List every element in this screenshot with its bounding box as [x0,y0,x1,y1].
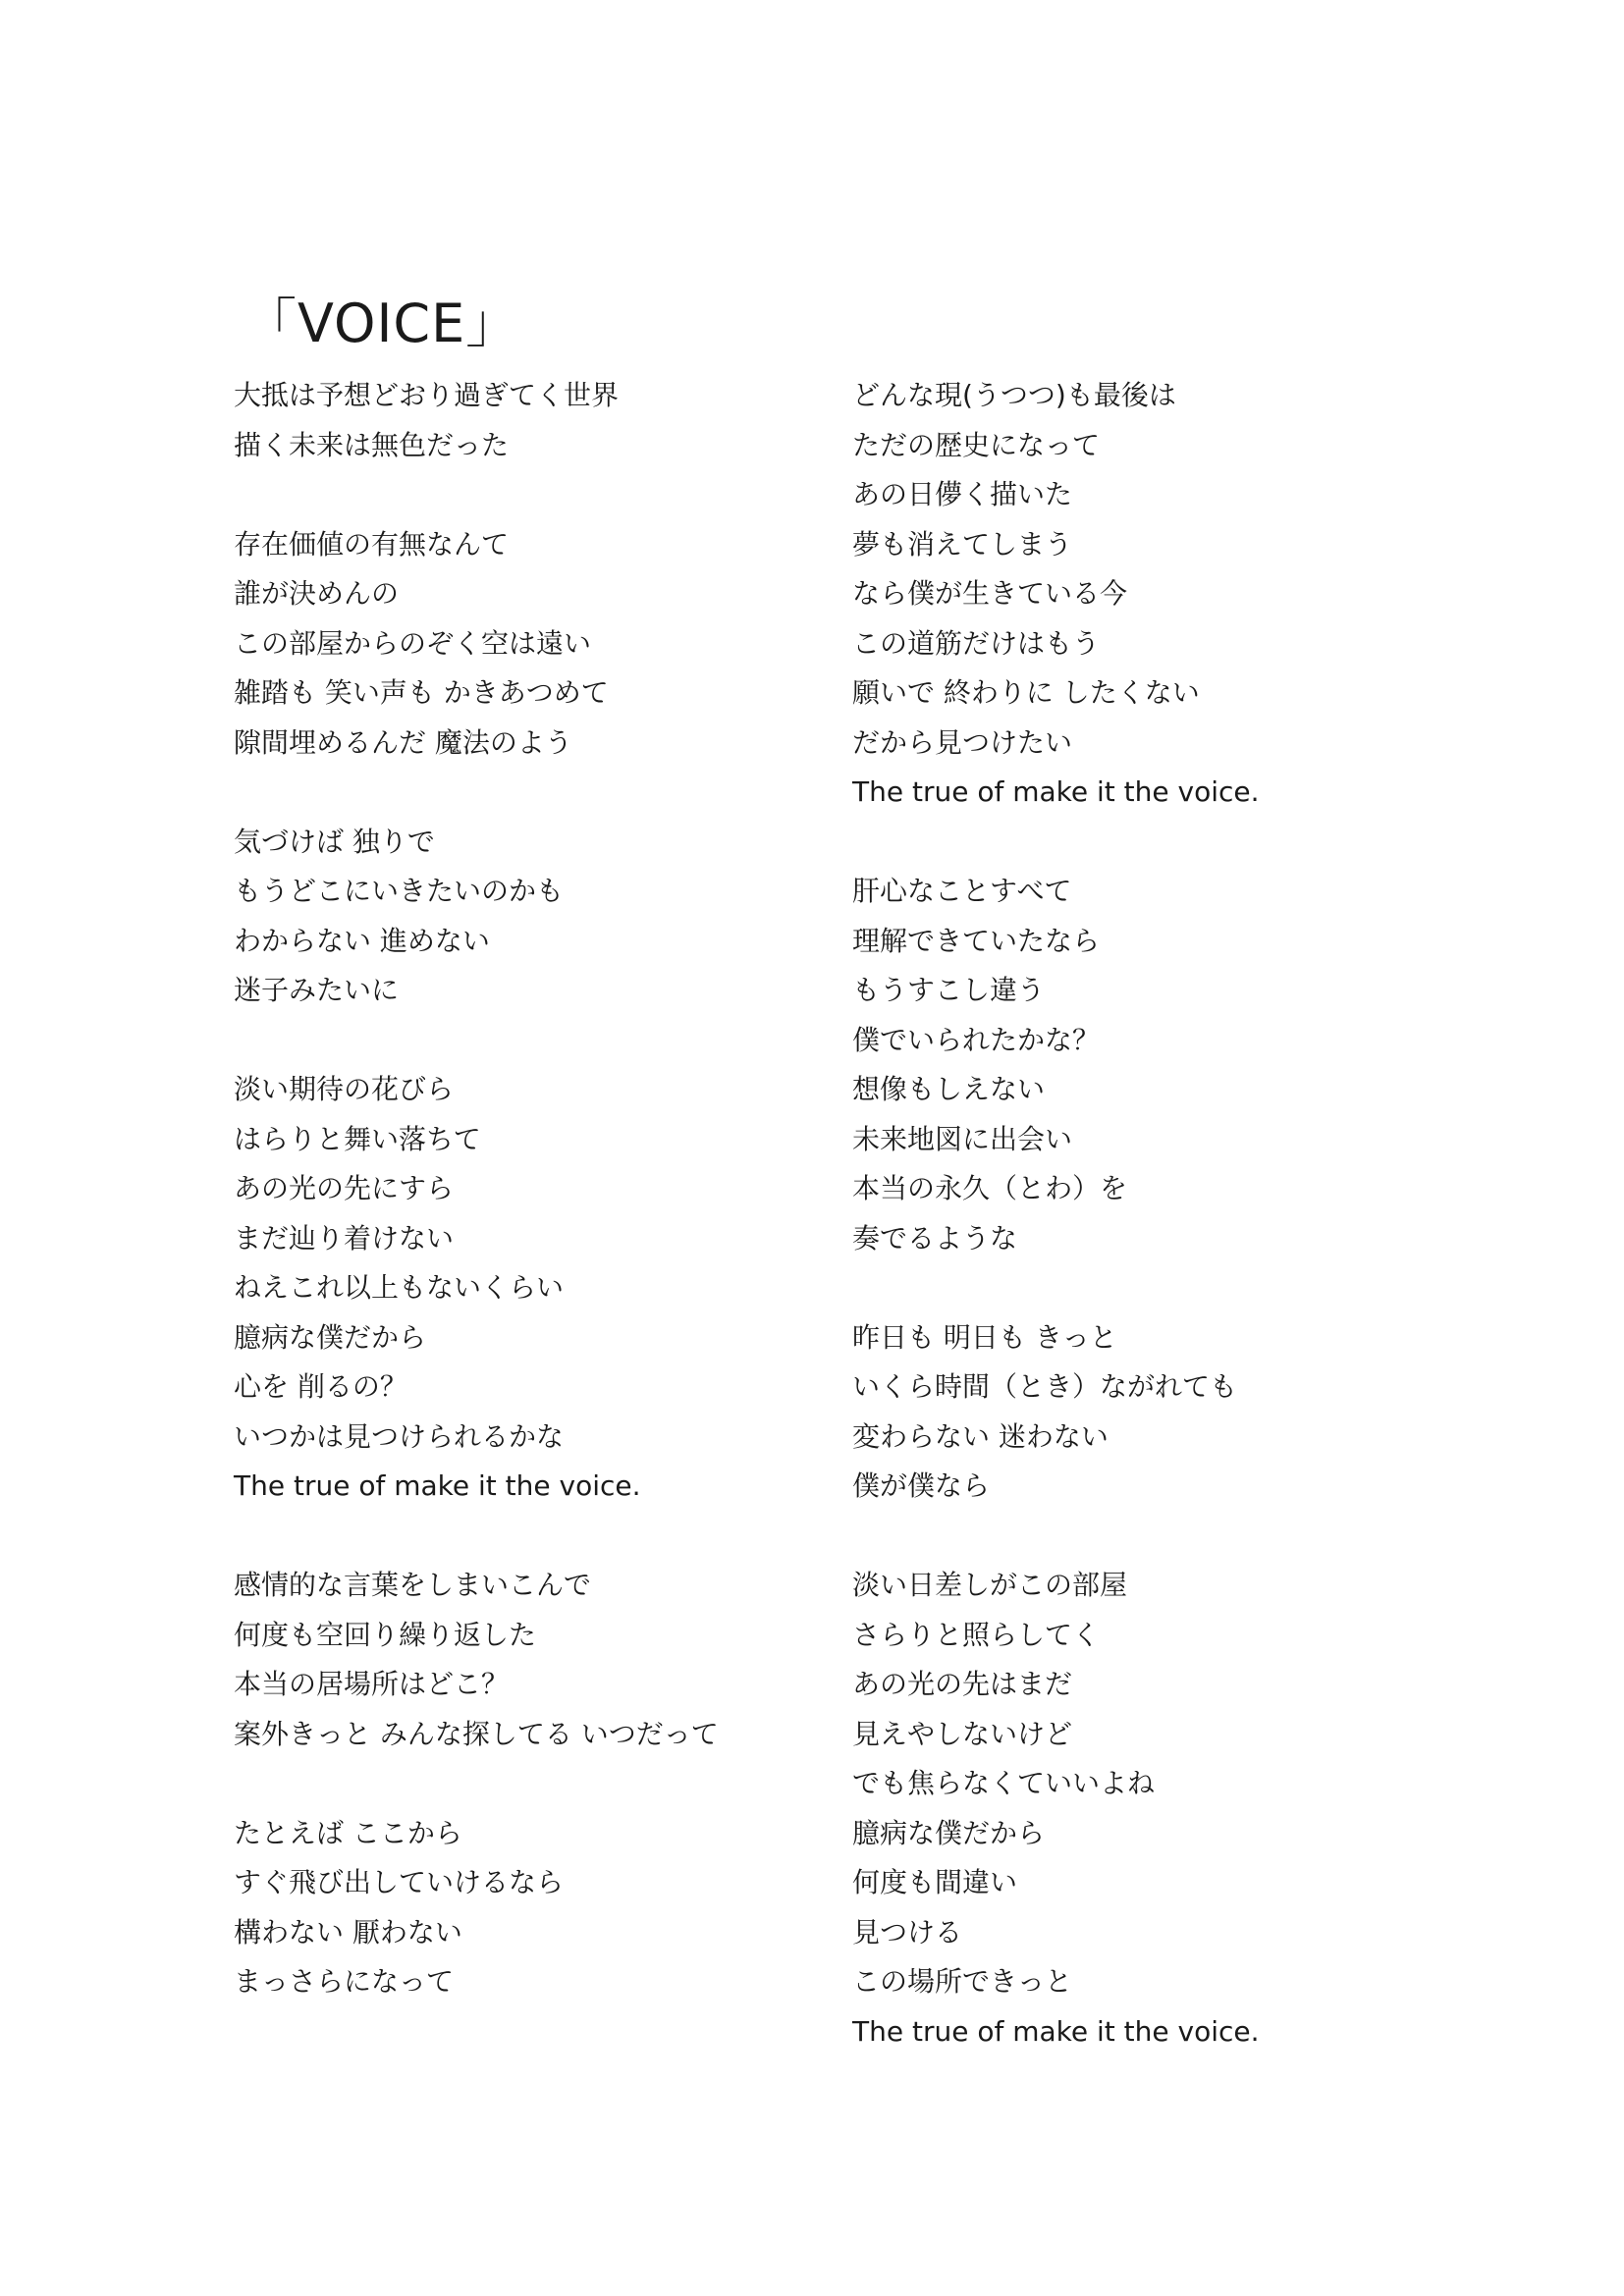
lyric-line: 本当の永久（とわ）を [852,1172,1128,1204]
lyrics-right-column [852,371,1260,2056]
lyric-line: 構わない 厭わない [234,1915,462,1949]
lyric-line: 願いで 終わりに したくない [852,676,1200,709]
lyric-line: この場所できっと [852,1965,1073,1998]
stanza-break [234,1016,719,1066]
lyric-line: 夢も消えてしまう [852,527,1073,561]
lyric-line: どんな現(うつつ)も最後は [852,379,1176,411]
lyric-line: すぐ飛び出していけるなら [234,1866,565,1898]
lyric-line: 見つける [852,1915,963,1949]
lyric-line: 臆病な僕だから [852,1816,1046,1849]
lyric-line: 見えやしないけど [852,1717,1073,1750]
lyric-line: The true of make it the voice. [234,1469,641,1502]
lyric-line: もうどこにいきたいのかも [234,875,565,907]
stanza-break [852,1512,1260,1562]
stanza-break [852,1263,1260,1313]
lyric-line: 心を 削るの？ [234,1370,407,1403]
lyric-line: あの光の先はまだ [852,1668,1073,1700]
lyric-line: まっさらになって [234,1965,455,1998]
stanza-break [852,818,1260,868]
lyric-line: 未来地図に出会い [852,1122,1073,1155]
lyric-line: 描く未来は無色だった [234,428,510,461]
lyrics-left-column [234,371,719,2007]
lyric-line: あの日儚く描いた [852,478,1073,510]
lyric-line: 感情的な言葉をしまいこんで [234,1569,592,1601]
lyric-line: ただの歴史になって [852,428,1101,461]
stanza-break [234,1512,719,1562]
lyric-line: 奏でるような [852,1221,1018,1255]
stanza-break [234,470,719,520]
lyric-line: The true of make it the voice. [852,2014,1260,2048]
lyric-line: いくら時間（とき）ながれても [852,1370,1238,1403]
lyric-line: 誰が決めんの [234,577,400,610]
lyric-line: 存在価値の有無なんて [234,527,510,561]
lyric-line: 本当の居場所はどこ？ [234,1668,510,1700]
lyric-line: はらりと舞い落ちて [234,1122,481,1155]
lyric-line: 何度も空回り繰り返した [234,1618,537,1651]
lyric-line: さらりと照らしてく [852,1618,1101,1651]
lyric-line: 僕が僕なら [852,1469,991,1502]
lyric-line: 淡い期待の花びら [234,1073,455,1105]
lyric-line: 昨日も 明日も きっと [852,1320,1117,1354]
lyric-line: 理解できていたなら [852,924,1101,957]
lyric-line: 隙間埋めるんだ 魔法のよう [234,725,572,759]
lyric-line: 想像もしえない [852,1073,1046,1105]
lyric-line: この道筋だけはもう [852,626,1101,660]
lyric-line: 大抵は予想どおり過ぎてく世界 [234,379,620,411]
stanza-break [234,1759,719,1809]
lyric-line: でも焦らなくていいよね [852,1767,1156,1799]
lyric-line: この部屋からのぞく空は遠い [234,626,592,660]
stanza-break [234,768,719,818]
lyric-line: 臆病な僕だから [234,1320,427,1354]
lyric-line: 変わらない 迷わない [852,1419,1109,1453]
lyric-line: 気づけば 独りで [234,825,435,858]
lyric-line: たとえば ここから [234,1816,462,1849]
lyric-line: いつかは見つけられるかな [234,1419,565,1453]
lyric-line: ねえこれ以上もないくらい [234,1271,565,1304]
lyric-line: The true of make it the voice. [852,775,1260,808]
lyric-line: 僕でいられたかな？ [852,1023,1101,1056]
lyric-line: あの光の先にすら [234,1172,455,1204]
lyric-line: 淡い日差しがこの部屋 [852,1569,1128,1601]
lyric-line: なら僕が生きている今 [852,577,1128,610]
lyric-line: だから見つけたい [852,725,1073,759]
lyric-line: もうすこし違う [852,974,1046,1006]
lyric-line: 何度も間違い [852,1866,1018,1898]
lyric-line: 肝心なことすべて [852,875,1072,907]
lyric-line: まだ辿り着けない [234,1221,455,1255]
lyric-line: 雑踏も 笑い声も かきあつめて [234,676,609,709]
lyric-line: 迷子みたいに [234,974,400,1006]
lyric-line: わからない 進めない [234,924,490,957]
page-title: 「VOICE」 [244,293,520,354]
lyric-line: 案外きっと みんな探してる いつだって [234,1717,719,1750]
